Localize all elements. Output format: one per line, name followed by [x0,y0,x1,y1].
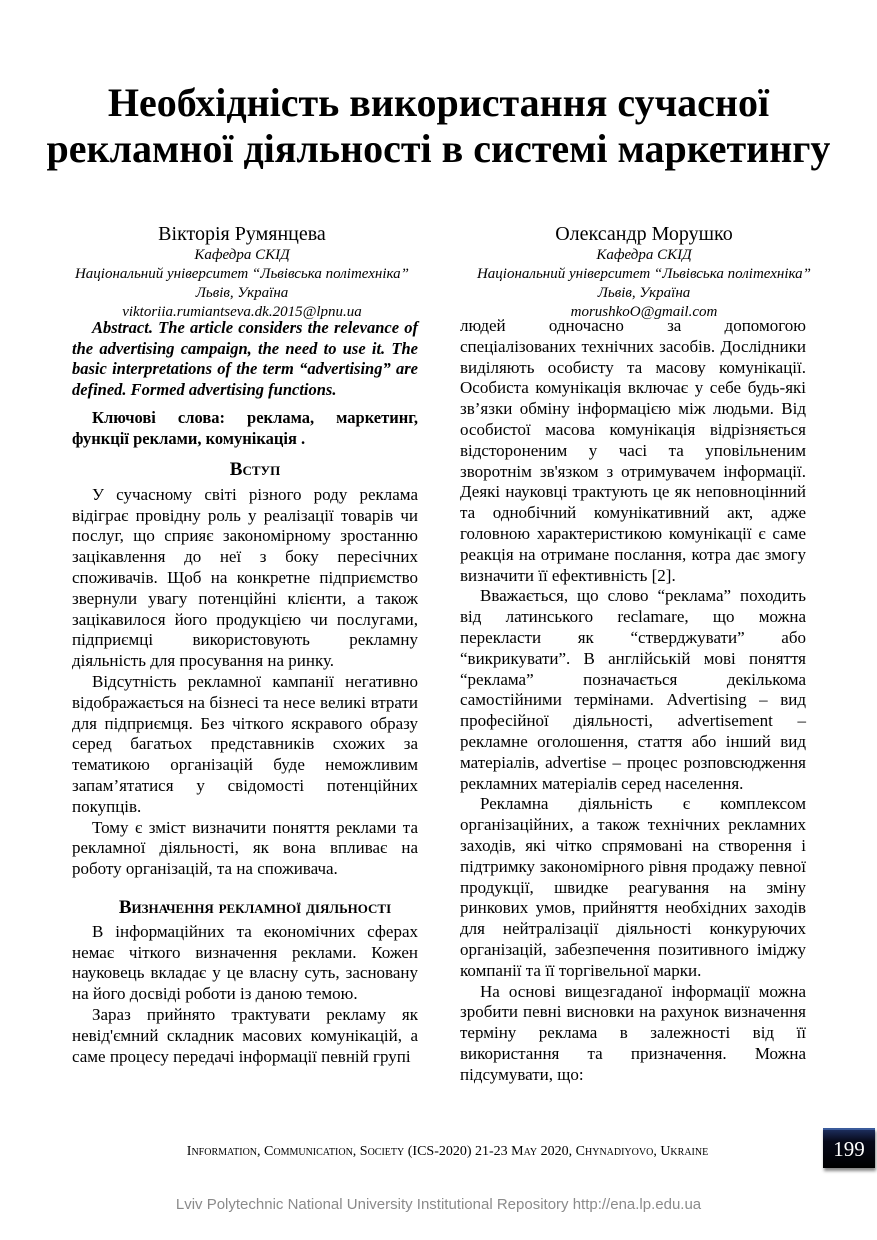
paragraph: Відсутність рекламної кампанії негативно відображається на бізнесі та несе великі втрати для підприємця. Без чіткого яскравого образу серед багатьох представників схожих за тематикою організацій буде неможливим запам’ятатися у свідомості потенційних покупців. [72,671,418,816]
author-email[interactable]: morushkoO@gmail.com [570,304,718,320]
right-column [460,316,806,1085]
author-block-2 [459,222,829,322]
author-name: Вікторія Румянцева [158,223,326,245]
author-block-1 [57,222,427,322]
left-column [72,460,418,1067]
author-department: Кафедра СКІД [194,247,290,263]
author-name: Олександр Морушко [555,223,733,245]
title-line-1: Необхідність використання сучасної [107,80,770,125]
author-location: Львів, Україна [597,285,691,301]
author-university: Національний університет “Львівська політехніка” [74,266,410,282]
paragraph: Тому є зміст визначити поняття реклами та рекламної діяльності, як вона впливає на роботу організацій, та на споживача. [72,817,418,879]
repository-watermark: Lviv Polytechnic National University Institutional Repository http://ena.lp.edu.ua [175,1196,702,1213]
author-university: Національний університет “Львівська політехніка” [476,266,812,282]
author-email[interactable]: viktoriia.rumiantseva.dk.2015@lpnu.ua [122,304,362,320]
keywords: Ключові слова: реклама, маркетинг, функції реклами, комунікація . [72,408,418,448]
title-line-2: рекламної діяльності в системі маркетингу [46,126,831,171]
page-number-badge: 199 [823,1128,875,1168]
paragraph: Вважається, що слово “реклама” походить від латинського reclamare, що можна перекласти як “стверджувати” або “викрикувати”. В англійській мові поняття “реклама” позначається декількома самостійними термінами. Advertising – вид професійної діяльності, advertisement – рекламне оголошення, стаття або інший вид матеріалів, advertise – процес розповсюдження рекламних матеріалів серед населення. [460,586,806,793]
author-department: Кафедра СКІД [596,247,692,263]
section-heading-definition: Визначення рекламної діяльності [118,896,392,918]
author-location: Львів, Україна [195,285,289,301]
section-heading-intro: Вступ [229,459,281,480]
paragraph: В інформаційних та економічних сферах немає чіткого визначення реклами. Кожен науковець вкладає у це власну суть, засновану на його досвіді роботи із даною темою. [72,921,418,1004]
abstract: Abstract. The article considers the relevance of the advertising campaign, the need to use it. The basic interpretations of the term “advertising” are defined. Formed advertising functions. [72,318,418,399]
paper-title [0,80,877,172]
paragraph: На основі вищезгаданої інформації можна зробити певні висновки на рахунок визначення терміну реклама в залежності від її використання та призначення. Можна підсумувати, що: [460,981,806,1084]
paragraph: людей одночасно за допомогою спеціалізованих технічних засобів. Дослідники виділяють особисту та масову комунікації. Особиста комунікація включає у себе будь-які зв’язки обміну інформацією між людьми. Від особистої масова комунікація відрізняється відстороненим у часі та уповільненим зворотнім зв'язком з отримувачем інформації. Деякі науковці трактують це як неповноцінний та однобічний комунікативний акт, адже головною характеристикою комунікації є саме реакція на отримане послання, котра дає змогу визначити її ефективність [2]. [460,316,806,585]
paragraph: Рекламна діяльність є комплексом організаційних, а також технічних рекламних заходів, які чітко спрямовані на створення і підтримку закономірного рівня продажу певної продукції, швидке реагування на зміну ринкових умов, прийняття необхідних заходів для нейтралізації діяльності конкуруючих організацій, забезпечення позитивного іміджу компанії та її торгівельної марки. [460,794,806,980]
paragraph: У сучасному світі різного роду реклама відіграє провідну роль у реалізації товарів чи послуг, що сприяє закономірному зростанню зацікавлення до неї з боку пересічних споживачів. Щоб на конкретне підприємство звернули увагу потенційні клієнти, а також зацікавилося його продукцією чи послугами, підприємці використовують рекламну діяльність для просування на ринку. [72,484,418,671]
conference-footer: Information, Communication, Society (ICS-2020) 21-23 May 2020, Chynadiyovo, Ukraine [186,1144,709,1159]
paragraph: Зараз прийнято трактувати рекламу як невід'ємний складник масових комунікацій, а саме процесу передачі інформації певній групі [72,1004,418,1066]
